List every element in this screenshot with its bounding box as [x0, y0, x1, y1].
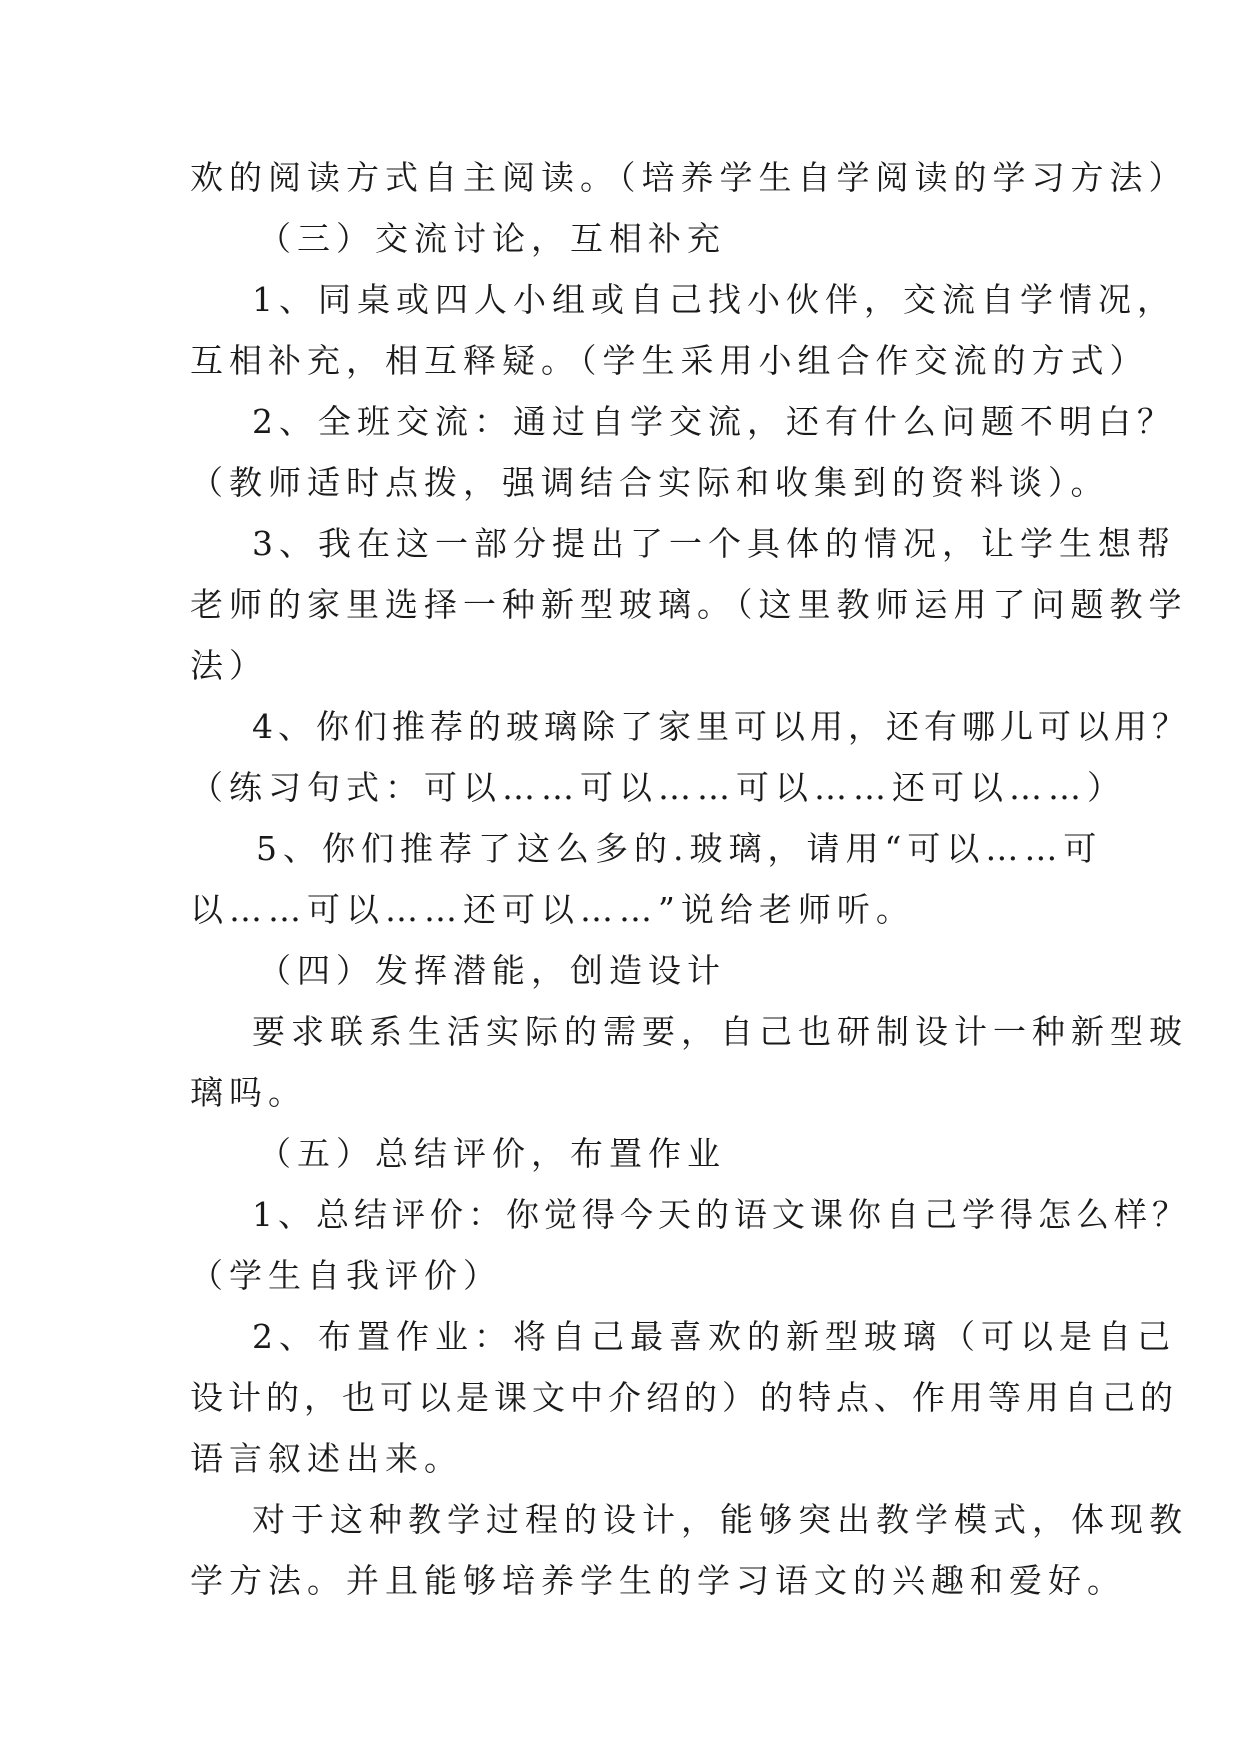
section-heading: （五）总结评价，布置作业 — [258, 1134, 726, 1173]
text-line: 要求联系生活实际的需要，自己也研制设计一种新型玻 — [252, 1012, 1188, 1051]
text-line: 老师的家里选择一种新型玻璃。（这里教师运用了问题教学 — [190, 585, 1188, 624]
text-line: 语言叙述出来。 — [190, 1439, 463, 1478]
text-line: 1、总结评价：你觉得今天的语文课你自己学得怎么样？ — [252, 1195, 1190, 1234]
text-line: 3、我在这一部分提出了一个具体的情况，让学生想帮 — [252, 524, 1176, 563]
section-heading: （四）发挥潜能，创造设计 — [258, 951, 726, 990]
text-line: 璃吗。 — [190, 1073, 307, 1112]
text-line: 2、全班交流：通过自学交流，还有什么问题不明白？ — [252, 402, 1176, 441]
text-line: （教师适时点拨，强调结合实际和收集到的资料谈）。 — [190, 463, 1110, 502]
section-heading: （三）交流讨论，互相补充 — [258, 219, 726, 258]
text-line: （练习句式：可以……可以……可以……还可以……） — [190, 768, 1126, 807]
text-line: 2、布置作业：将自己最喜欢的新型玻璃（可以是自己 — [252, 1317, 1176, 1356]
text-line: 法） — [190, 646, 268, 685]
text-line: 以……可以……还可以……”说给老师听。 — [190, 890, 915, 929]
text-line: 设计的，也可以是课文中介绍的）的特点、作用等用自己的 — [190, 1378, 1178, 1417]
text-line: 5、你们推荐了这么多的.玻璃，请用“可以……可 — [256, 829, 1103, 868]
text-line: 4、你们推荐的玻璃除了家里可以用，还有哪儿可以用？ — [252, 707, 1190, 746]
text-line: 学方法。并且能够培养学生的学习语文的兴趣和爱好。 — [190, 1561, 1126, 1600]
text-line: 对于这种教学过程的设计，能够突出教学模式，体现教 — [252, 1500, 1188, 1539]
text-line: 1、同桌或四人小组或自己找小伙伴，交流自学情况， — [252, 280, 1176, 319]
text-line: （学生自我评价） — [190, 1256, 502, 1295]
text-line: 欢的阅读方式自主阅读。（培养学生自学阅读的学习方法） — [190, 158, 1188, 197]
text-line: 互相补充，相互释疑。（学生采用小组合作交流的方式） — [190, 341, 1149, 380]
